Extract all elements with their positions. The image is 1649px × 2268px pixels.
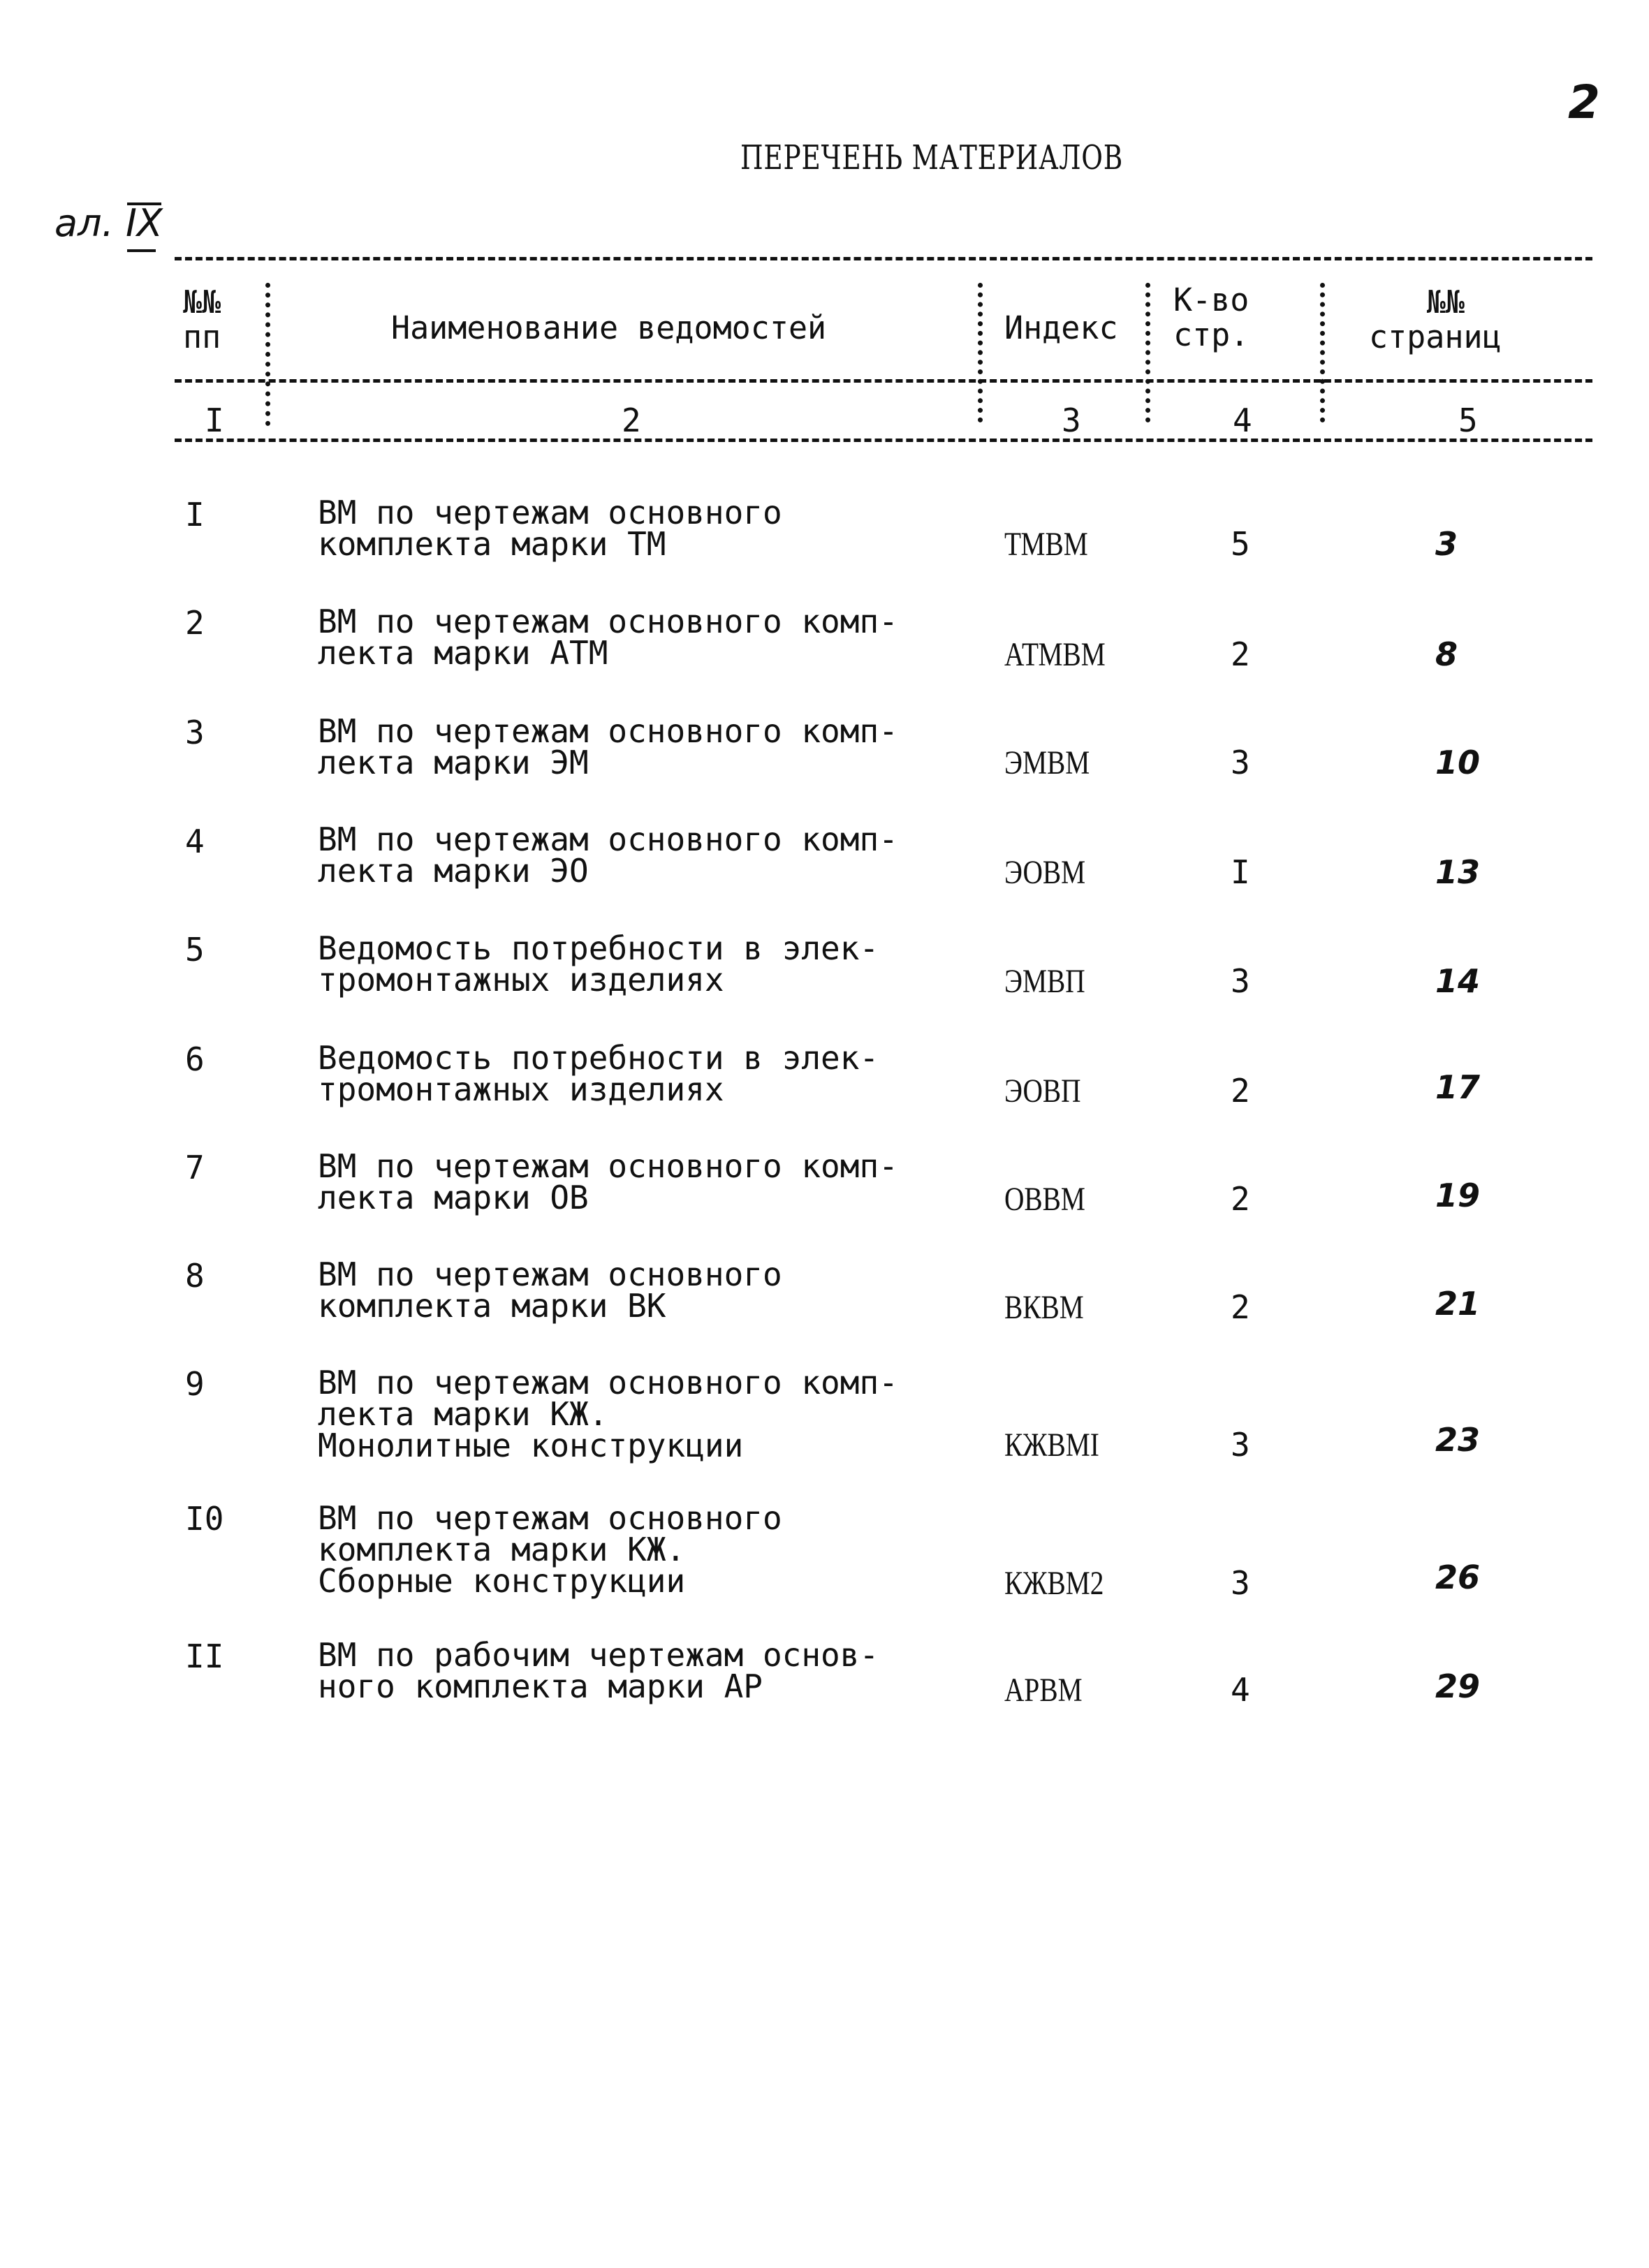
row-number: II — [185, 1637, 224, 1675]
header-col4-line2: стр. — [1173, 316, 1249, 353]
row-title-line: тромонтажных изделиях — [318, 961, 724, 999]
header-col1 — [183, 285, 221, 355]
row-count: 5 — [1231, 525, 1250, 563]
page-number: 2 — [1568, 75, 1600, 129]
row-number: I — [185, 496, 205, 533]
row-page: 14 — [1435, 962, 1481, 1000]
row-number: 5 — [185, 931, 205, 969]
row-title-line: Ведомость потребности в элек- — [318, 1039, 879, 1077]
row-number: 4 — [185, 823, 205, 860]
column-number-5: 5 — [1458, 402, 1478, 439]
row-title-line: ВМ по чертежам основного — [318, 494, 782, 531]
row-title-line: лекта марки АТМ — [318, 634, 608, 672]
row-title-line: лекта марки КЖ. — [318, 1395, 608, 1433]
row-count: 2 — [1231, 1180, 1250, 1218]
column-separator — [1145, 283, 1150, 422]
row-title-line: ВМ по чертежам основного комп- — [318, 603, 898, 640]
row-title — [318, 712, 1002, 781]
document-title: ПЕРЕЧЕНЬ МАТЕРИАЛОВ — [740, 138, 1124, 177]
header-col2: Наименование ведомостей — [391, 309, 827, 346]
row-title — [318, 1499, 1002, 1600]
table-top-rule — [175, 257, 1592, 260]
row-index: ЭОВМ — [1004, 854, 1086, 891]
row-page: 29 — [1435, 1667, 1481, 1705]
row-index: ТМВМ — [1004, 526, 1088, 563]
row-title-line: лекта марки ЭМ — [318, 744, 589, 781]
row-number: 3 — [185, 714, 205, 751]
row-index: АТМВМ — [1004, 636, 1106, 673]
row-title — [318, 494, 1002, 563]
row-count: 2 — [1231, 1072, 1250, 1110]
column-separator — [978, 283, 983, 422]
row-page: 10 — [1435, 744, 1481, 781]
row-title — [318, 1636, 1002, 1705]
column-number-1: I — [205, 402, 224, 439]
row-page: 26 — [1435, 1559, 1481, 1596]
row-count: I — [1231, 853, 1250, 891]
row-title-line: ного комплекта марки АР — [318, 1667, 763, 1705]
row-page: 3 — [1435, 525, 1458, 563]
row-title — [318, 1256, 1002, 1325]
header-col4-line1: К-во — [1173, 281, 1249, 318]
row-page: 23 — [1435, 1421, 1481, 1459]
row-title-line: ВМ по чертежам основного комп- — [318, 1147, 898, 1185]
row-title — [318, 603, 1002, 672]
row-title-line: ВМ по чертежам основного — [318, 1256, 782, 1293]
row-title — [318, 820, 1002, 890]
row-page: 21 — [1435, 1285, 1481, 1323]
row-title-line: ВМ по чертежам основного комп- — [318, 712, 898, 750]
row-index: ОВВМ — [1004, 1181, 1085, 1218]
header-col1-line2: пп — [183, 318, 221, 355]
row-title-line: ВМ по чертежам основного комп- — [318, 1364, 898, 1401]
row-count: 3 — [1231, 962, 1250, 1000]
row-title-line: комплекта марки ВК — [318, 1287, 666, 1325]
row-index: ЭМВП — [1004, 963, 1085, 1000]
row-page: 13 — [1435, 853, 1481, 891]
row-title — [318, 1147, 1002, 1216]
row-index: ВКВМ — [1004, 1289, 1084, 1326]
row-index: АРВМ — [1004, 1672, 1083, 1709]
column-number-3: 3 — [1062, 402, 1081, 439]
header-col3: Индекс — [1004, 309, 1118, 346]
row-index: ЭОВП — [1004, 1073, 1081, 1110]
row-count: 2 — [1231, 635, 1250, 673]
row-page: 17 — [1435, 1068, 1481, 1106]
header-col5 — [1369, 284, 1502, 355]
row-title-line: лекта марки ОВ — [318, 1179, 589, 1216]
row-index: ЭМВМ — [1004, 744, 1090, 781]
row-title-line: ВМ по чертежам основного — [318, 1499, 782, 1537]
row-index: КЖВМI — [1004, 1427, 1099, 1464]
table-header-rule — [175, 379, 1592, 383]
row-title-line: Монолитные конструкции — [318, 1427, 744, 1464]
row-number: 7 — [185, 1149, 205, 1186]
album-mark — [54, 201, 163, 245]
row-page: 19 — [1435, 1177, 1481, 1214]
row-count: 2 — [1231, 1288, 1250, 1326]
row-index: КЖВМ2 — [1004, 1565, 1104, 1602]
row-title-line: комплекта марки ТМ — [318, 525, 666, 563]
row-title-line: Ведомость потребности в элек- — [318, 929, 879, 967]
column-separator — [1320, 283, 1325, 422]
album-roman: IX — [125, 201, 163, 245]
row-number: 8 — [185, 1257, 205, 1295]
column-number-4: 4 — [1233, 402, 1252, 439]
header-col4 — [1173, 283, 1249, 353]
row-number: 9 — [185, 1365, 205, 1403]
row-title — [318, 1039, 1002, 1108]
header-col5-line1: №№ — [1426, 284, 1465, 321]
column-separator — [265, 283, 270, 426]
row-title-line: Сборные конструкции — [318, 1562, 686, 1600]
row-count: 4 — [1231, 1671, 1250, 1709]
row-title-line: лекта марки ЭО — [318, 852, 589, 890]
row-title-line: комплекта марки КЖ. — [318, 1531, 686, 1568]
row-title-line: ВМ по рабочим чертежам основ- — [318, 1636, 879, 1674]
row-page: 8 — [1435, 635, 1458, 673]
header-col5-line2: страниц — [1369, 318, 1502, 355]
row-title — [318, 929, 1002, 999]
row-count: 3 — [1231, 1426, 1250, 1464]
row-number: 2 — [185, 604, 205, 642]
column-number-2: 2 — [622, 402, 641, 439]
row-title-line: ВМ по чертежам основного комп- — [318, 820, 898, 858]
row-title-line: тромонтажных изделиях — [318, 1070, 724, 1108]
row-title — [318, 1364, 1002, 1464]
row-number: I0 — [185, 1500, 224, 1538]
row-count: 3 — [1231, 744, 1250, 781]
row-count: 3 — [1231, 1564, 1250, 1602]
table-colnum-rule — [175, 439, 1592, 442]
row-number: 6 — [185, 1040, 205, 1078]
header-col1-line1: №№ — [183, 284, 221, 321]
album-prefix: ал. — [54, 201, 114, 245]
